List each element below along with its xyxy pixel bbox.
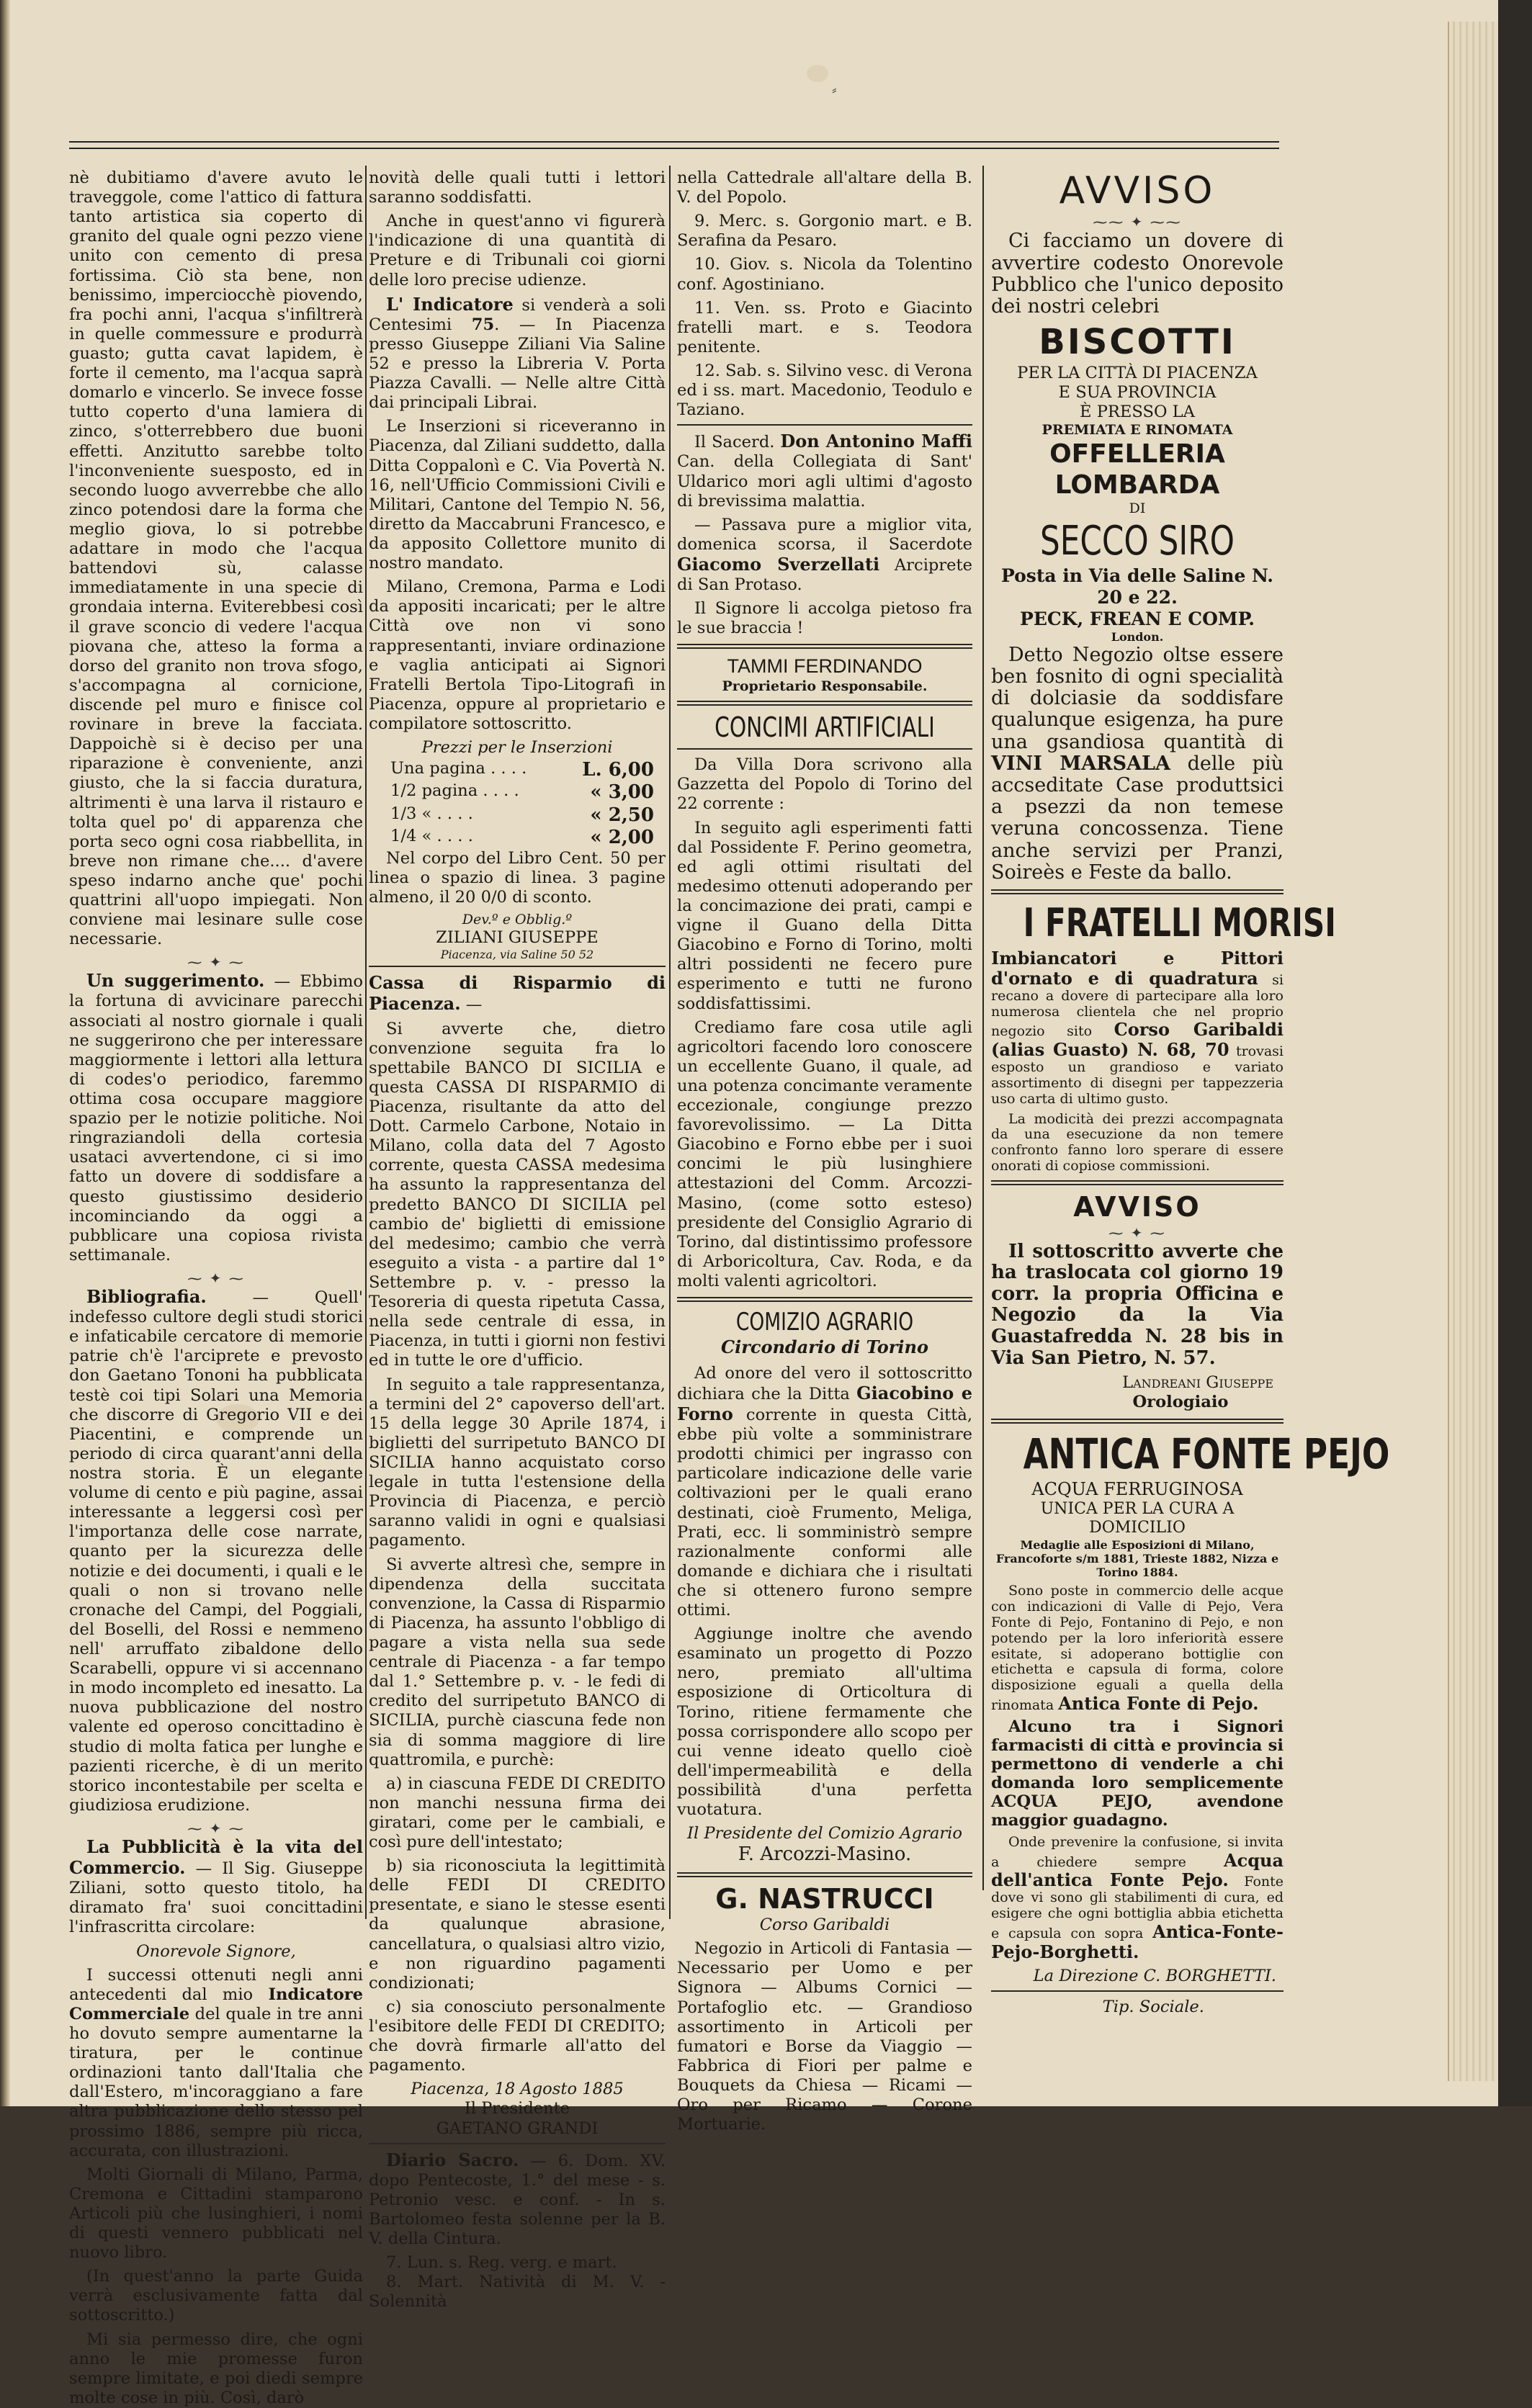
title-text: I FRATELLI MORISI xyxy=(1023,900,1336,946)
header-rule xyxy=(69,141,1279,149)
bold-span: 75 xyxy=(471,315,495,334)
comizio-signature: Il Presidente del Comizio Agrario xyxy=(687,1824,962,1843)
article-text: nè dubitiamo d'avere avuto le traveggole, come l'attico di fattura tanto artistica sia coperto di granito del quale ogni pezzo viene unito con cemento di presa fortissima. Ciò sta bene, non benissimo, imperciocchè piovendo, fra pochi anni, l'acqua s'infiltrerà in quelle commessure e produrrà guasto; gutta cavat lapidem, è forte il cemento, ma l'acqua saprà domarlo e vincerlo. Se invece fosse tutto coperto d'una lamiera di zinco, s'otterrebbero due buoni effetti. Anzitutto sarebbe tolto l'inconveniente suesposto, ed in secondo luogo avverrebbe che allo zinco potendosi dare la forma che meglio giova, lo si potrebbe adattare in modo che l'acqua battendovi sù, calasse immediatamente in una specie di grondaia interna. Eviterebbesi così il grave sconcio di vedere l'acqua piovana che, atteso la forma a dorso del granito non trova sfogo, s'accompagna al cornicione, discende pel muro e finisce col rovinare in breve la facciata. Dappoichè si è deciso per una riparazione è conveniente, anzi giusto, che la si faccia duratura, altrimenti è una larva il ristauro e tolta quel po' di apparenza che porta seco ogni cosa riabbellita, in breve non rimane che.... d'avere speso indarno anche que' pochi quattrini all'uopo impiegati. Non conviene mai lesinare sulle cose necessarie. xyxy=(69,169,363,949)
divider xyxy=(677,748,972,750)
ad-text: Alcuno tra i Signori farmacisti di città e provincia si permettono di venderle a chi domanda loro semplicemente ACQUA PEJO, avendone maggior guadagno. xyxy=(991,1717,1284,1830)
comizio-title xyxy=(677,1308,972,1337)
ad-line: ACQUA FERRUGINOSA xyxy=(1031,1479,1243,1500)
article-text: Nel corpo del Libro Cent. 50 per linea o spazio di linea. 3 pagine almeno, il 20 0/0 di sconto. xyxy=(369,848,666,907)
article-bibliografia xyxy=(69,1287,363,1815)
text-span: Arciprete di San Protaso. xyxy=(677,555,973,595)
article-suggerimento xyxy=(69,971,363,1265)
obituary xyxy=(677,431,972,511)
cassa-president: Il Presidente xyxy=(464,2099,570,2119)
printer-credit: Tip. Sociale. xyxy=(1102,1997,1204,2016)
article-heading: Bibliografia. xyxy=(86,1286,207,1308)
divider xyxy=(677,701,972,706)
ad-line: DI xyxy=(1129,500,1146,517)
text-span: — Passava pure a miglior vita, domenica scorsa, il Sacerdote xyxy=(677,515,972,554)
divider xyxy=(677,424,972,426)
article-text: nella Cattedrale all'altare della B. V. del Popolo. xyxy=(677,169,972,207)
price-value: « 2,50 xyxy=(590,804,654,826)
offelleria-title: OFFELLERIA LOMBARDA xyxy=(1049,439,1225,500)
cassa-heading: Cassa di Risparmio di Piacenza. — xyxy=(369,972,666,1015)
ornament-divider: ⁓ ✦ ⁓ xyxy=(187,1819,245,1837)
book-cover xyxy=(1498,0,1532,2106)
ad-text xyxy=(991,948,1284,1108)
article-text: Aggiunge inoltre che avendo esaminato un progetto di Pozzo nero, premiato all'ultima esposizione di Orticoltura di Torino, ritiene fermamente che possa corrispondere allo scopo per cui venne ideato quello cioè dell'impermeabilità e della possibilità d'una perfetta vuotatura. xyxy=(677,1625,972,1820)
article-text: (In quest'anno la parte Guida verrà esclusivamente fatta dal sottoscritto.) xyxy=(69,2267,363,2325)
text-span: Sono poste in commercio delle acque con indicazioni di Valle di Pejo, Vera Fonte di Pejo, Fontanino di Pejo, e non potendo per la loro inferiorità essere esitate, si adoperano bottiglie con etichetta e capsula di forma, colore disposizione eguali a quella della rinomata xyxy=(991,1583,1284,1714)
text-span: Ad onore del vero il sottoscritto dichiara che la Ditta xyxy=(677,1363,972,1403)
article-text: b) sia riconosciuta la legittimità delle FEDI DI CREDITO presentate, e siano le stesse esenti da qualunque abrasione, cancellatura, o qualsiasi altro vizio, e non riguardino pagamenti condizionati; xyxy=(369,1856,666,1993)
top-mark: ⸗ xyxy=(832,81,837,98)
bold-span: Antica Fonte di Pejo. xyxy=(1058,1693,1259,1715)
article-text: Si avverte altresì che, sempre in dipendenza della succitata convenzione, la Cassa di Risparmio di Piacenza, ha assunto l'obbligo di pagare a vista nella sua sede centrale di Piacenza - a far tempo dal 1.° Settembre p. v. - le fedi di credito del surripetuto BANCO di SICILIA, purchè ciascuna fede non sia di somma maggiore di lire quattromila, e purchè: xyxy=(369,1555,666,1769)
prices-title: Prezzi per le Inserzioni xyxy=(421,738,613,758)
fonte-pejo-title xyxy=(991,1429,1390,1480)
divider xyxy=(991,1419,1284,1424)
ornament-divider: ⁓ ✦ ⁓ xyxy=(1108,1223,1166,1241)
article-text xyxy=(369,295,666,413)
bold-span: Don Antonino Maffi xyxy=(780,431,972,452)
nastrucci-title: G. NASTRUCCI xyxy=(715,1882,934,1915)
article-text: Il Signore li accolga pietoso fra le sue braccia ! xyxy=(677,599,972,638)
ad-text xyxy=(991,1835,1284,1962)
ad-medals: Medaglie alle Esposizioni di Milano, Francoforte s/m 1881, Trieste 1882, Nizza e Torino 1884. xyxy=(995,1537,1279,1580)
ornament-divider: ⁓ ✦ ⁓ xyxy=(187,1270,245,1288)
article-text: Molti Giornali di Milano, Parma, Cremona e Cittadini stamparono Articoli più che lusinghieri, i nomi di questi vennero pubblicati nel nuovo libro. xyxy=(69,2165,363,2263)
divider xyxy=(369,966,666,967)
price-value: « 2,00 xyxy=(590,826,654,848)
divider xyxy=(677,1297,972,1302)
article-text: 12. Sab. s. Silvino vesc. di Verona ed i ss. mart. Macedonio, Teodulo e Taziano. xyxy=(677,361,972,420)
ad-line: UNICA PER LA CURA A DOMICILIO xyxy=(1040,1499,1235,1537)
text-span: . — In Piacenza presso Giuseppe Ziliani Via Saline 52 e presso la Libreria V. Porta Piazza Cavalli. — Nelle altre Città dai principali Librai. xyxy=(369,315,666,413)
comizio-subtitle: Circondario di Torino xyxy=(721,1336,928,1357)
divider xyxy=(991,1990,1284,1992)
price-value: L. 6,00 xyxy=(582,759,654,781)
price-row xyxy=(369,759,666,781)
article-text: novità delle quali tutti i lettori saranno soddisfatti. xyxy=(369,169,666,207)
article-text: Mi sia permesso dire, che ogni anno le mie promesse furon sempre limitate, e poi diedi sempre molte cose in più. Così, darò xyxy=(69,2330,363,2407)
signature-line: Dev.º e Obblig.º xyxy=(462,912,573,928)
ad-signature: La Direzione C. BORGHETTI. xyxy=(1033,1966,1276,1985)
article-text: — Quell' indefesso cultore degli studi storici e infaticabile cercatore di memorie patrie ch'è l'arciprete e prevosto don Gaetano Tononi ha pubblicata testè coi tipi Solari una Memoria che discorre di Gregorio VII e dei Piacentini, e comprende un periodo di circa quarant'anni della nostra storia. È un elegante volume di cento e più pagine, assai interessante a leggersi così per l'importanza delle cose narrate, quanto per la sicurezza delle notizie e dei documenti, i quali e le quali o non si trovano nelle cronache del Campi, del Poggiali, del Boselli, del Rossi e nemmeno nell' arruffato zibaldone dello Scarabelli, oppure vi si accennano in modo incompleto ed inesatto. La nuova pubblicazione del nostro valente ed operoso concittadino è studio di molta fatica per lunghe e pazienti ricerche, è di un merito storico incontestabile per scelta e giudiziosa erudizione. xyxy=(69,1288,363,1815)
bold-span: L' Indicatore xyxy=(386,293,514,315)
article-text: c) sia conosciuto personalmente l'esibitore delle FEDI DI CREDITO; che dovrà firmarle all'atto del pagamento. xyxy=(369,1997,666,2075)
article-heading: La Pubblicità è la vita del Commercio. xyxy=(69,1836,363,1879)
article-text: Da Villa Dora scrivono alla Gazzetta del Popolo di Torino del 22 corrente : xyxy=(677,755,972,814)
article-text: Milano, Cremona, Parma e Lodi da appositi incaricati; per le altre Città ove non vi sono rappresentanti, inviare ordinazione e vaglia anticipati ai Signori Fratelli Bertola Tipo-Litografi in Piacenza, oppure al proprietario e compilatore sottoscritto. xyxy=(369,578,666,733)
ad-text xyxy=(991,1583,1284,1714)
column-rule xyxy=(669,166,671,1919)
ad-line: È PRESSO LA xyxy=(1080,403,1195,422)
title-text: CONCIMI ARTIFICIALI xyxy=(715,711,935,743)
article-text: 9. Merc. s. Gorgonio mart. e B. Serafina da Pesaro. xyxy=(677,212,972,251)
bold-span: Acqua dell'antica Fonte Pejo. xyxy=(991,1849,1284,1891)
cassa-date: Piacenza, 18 Agosto 1885 xyxy=(411,2080,624,2099)
ornament-divider: ⁓ ✦ ⁓ xyxy=(187,953,245,971)
text-span: si venderà a soli Centesimi xyxy=(369,295,666,334)
price-label: 1/4 « . . . . xyxy=(390,826,473,845)
divider xyxy=(991,889,1284,894)
column-rule xyxy=(365,166,367,1919)
text-span: — 6. Dom. XV. dopo Pentecoste, 1.° del mese - s. Petronio vesc. e conf. - In s. Bartolomeo festa solenne per la B. V. della Cintura. xyxy=(369,2151,666,2249)
article-text: 11. Ven. ss. Proto e Giacinto fratelli mart. e s. Teodora penitente. xyxy=(677,298,972,356)
bold-span: Giacobino e Forno xyxy=(677,1382,972,1424)
text-span: Onde prevenire la confusione, si invita a chiedere sempre xyxy=(991,1833,1284,1870)
ad-address: Posta in Via delle Saline N. 20 e 22. xyxy=(1000,565,1274,608)
article-text: — Il Sig. Giuseppe Ziliani, sotto questo titolo, ha diramato fra' suoi concittadini l'infrascritta circolare: xyxy=(69,1859,363,1937)
binding-left xyxy=(0,0,10,2106)
price-value: « 3,00 xyxy=(590,781,654,804)
comizio-signer: F. Arcozzi-Masino. xyxy=(738,1843,912,1866)
text-span: trovasi esposto un grandioso e variato assortimento di disegni per tappezzeria uso carta di ultimo gusto. xyxy=(991,1043,1284,1107)
publisher-name: TAMMI FERDINANDO xyxy=(727,655,923,678)
publisher-role: Proprietario Responsabile. xyxy=(722,678,928,694)
article-text: Si avverte che, dietro convenzione seguita fra lo spettabile BANCO DI SICILIA e questa CASSA DI RISPARMIO di Piacenza, risultante da atto del Dott. Carmelo Carbone, Notaio in Milano, colla data del 7 Agosto corrente, questa CASSA medesima ha assunto la rappresentanza del predetto BANCO DI SICILIA pel cambio de' biglietti di emissione del medesimo; cambio che verrà eseguito a vista - a partire dal 1° Settembre p. v. - presso la Tesoreria di questa ripetuta Cassa, nella sede centrale di essa, in Piacenza, in tutti i giorni non festivi ed in tutte le ore d'ufficio. xyxy=(369,1019,666,1370)
avviso2-signer: Landreani Giuseppe xyxy=(1122,1373,1273,1393)
stain xyxy=(807,65,828,82)
price-label: Una pagina . . . . xyxy=(390,759,527,778)
bold-span: Giacomo Sverzellati xyxy=(677,553,880,575)
morisi-title xyxy=(991,900,1336,947)
avviso2-text: Il sottoscritto avverte che ha traslocata col giorno 19 corr. la propria Officina e Negozio da la Via Guastafredda N. 28 bis in Via San Pietro, N. 57. xyxy=(991,1240,1284,1369)
article-text xyxy=(69,1966,363,2161)
avviso2-profession: Orologiaio xyxy=(1132,1393,1229,1412)
text-span: del quale in tre anni ho dovuto sempre aumentarne la tiratura, per le continue ordinazioni tanto dall'Italia che dall'Estero, m'incoraggiano a fare altra pubblicazione dello stesso pel prossimo 1886, sempre più ricca, accurata, con illustrazioni. xyxy=(69,2004,363,2160)
article-text: 7. Lun. s. Reg. verg. e mart. xyxy=(386,2253,617,2273)
price-row xyxy=(369,781,666,804)
bold-span: Corso Garibaldi (alias Guasto) N. 68, 70 xyxy=(991,1019,1284,1061)
text-span: Il Sacerd. xyxy=(694,433,781,452)
concimi-title xyxy=(677,711,972,745)
avviso2-title: AVVISO xyxy=(1073,1190,1201,1223)
bold-span: Imbiancatori e Pittori d'ornato e di quadratura xyxy=(991,947,1284,989)
signature-name: ZILIANI GIUSEPPE xyxy=(436,928,599,948)
article-text: a) in ciascuna FEDE DI CREDITO non manchi nessuna firma dei giratari, come per le cambiali, e così pure dell'intestato; xyxy=(369,1774,666,1852)
avviso-title: AVVISO xyxy=(1059,169,1216,212)
divider xyxy=(677,1872,972,1877)
article-text: Anche in quest'anno vi figurerà l'indicazione di una quantità di Preture e di Tribunali coi giorni delle loro precise udienze. xyxy=(369,212,666,289)
text-span: Fonte dove vi sono gli stabilimenti di cura, ed esigere che ogni bottiglia abbia etichetta e capsula con sopra xyxy=(991,1874,1284,1942)
ad-line: PREMIATA E RINOMATA xyxy=(1042,422,1233,439)
column-2 xyxy=(369,169,666,2312)
column-4 xyxy=(991,169,1390,2016)
price-label: 1/2 pagina . . . . xyxy=(390,781,519,801)
text-span: corrente in questa Città, ebbe più volte a somministrare prodotti chimici per ingrasso con particolare indicazione delle varie coltivazioni per le quali erano destinati, cioè Frumento, Meliga, Prati, ecc. li somministrò sempre razionalmente conformi alle domande e dichiara che i risultati che si ottenero furono sempre ottimi. xyxy=(677,1405,972,1620)
page-edges xyxy=(1448,22,1500,2081)
ad-brand: PECK, FREAN E COMP. xyxy=(1020,608,1255,630)
article-text: 10. Giov. s. Nicola da Tolentino conf. Agostiniano. xyxy=(677,255,972,294)
column-rule xyxy=(982,166,984,1890)
title-text: SECCO SIRO xyxy=(1040,518,1235,565)
text-span: Detto Negozio oltse essere ben fosnito di ogni specialità di dolciasie da soddisfare qualunque esigenza, ha pure una gsandiosa quantità di xyxy=(991,643,1284,753)
secco-siro-title xyxy=(991,517,1284,565)
article-diario xyxy=(369,2150,666,2250)
salutation: Onorevole Signore, xyxy=(136,1941,296,1961)
column-1 xyxy=(69,169,363,2407)
bold-span: Antica-Fonte-Pejo-Borghetti. xyxy=(991,1921,1284,1962)
text-span: delle più accseditate Case produttsici a psezzi da non temese veruna concossenza. Tiene anche servizi per Pranzi, Soireès e Feste da ballo. xyxy=(991,752,1284,884)
article-text: Crediamo fare cosa utile agli agricoltori facendo loro conoscere un eccellente Guano, il quale, ad una potenza concimante veramente eccezionale, congiunge prezzo favorevolissimo. — La Ditta Giacobino e Forno ebbe per i suoi concimi le più lusinghiere attestazioni del Comm. Arcozzi-Masino, (come sotto esteso) presidente del Consiglio Agrario di Torino, dal distintissimo professore di Arboricoltura, Cav. Roda, e da molti valenti agricoltori. xyxy=(677,1017,972,1291)
article-heading: Cassa di Risparmio di Piacenza. xyxy=(369,972,666,1015)
nastrucci-subtitle: Corso Garibaldi xyxy=(759,1915,890,1935)
article-text: — Ebbimo la fortuna di avvicinare parecchi associati al nostro giornale i quali ne suggerirono che per interessare maggiormente i lettori alla lettura di codes'o periodico, faremmo ottima cosa occupare maggiore spazio per le notizie politiche. Noi ringraziandoli della cortesia usataci avvertendone, ci si imo fatto un dovere di soddisfare a questo giustissimo desiderio incominciando da oggi a pubblicare una copiosa rivista settimanale. xyxy=(69,972,363,1264)
title-text: ANTICA FONTE PEJO xyxy=(1023,1429,1390,1478)
ad-line: PER LA CITTÀ DI PIACENZA xyxy=(1017,363,1258,382)
cassa-name: GAETANO GRANDI xyxy=(436,2119,599,2138)
bold-span: VINI MARSALA xyxy=(991,752,1170,775)
ad-line: E SUA PROVINCIA xyxy=(1058,383,1217,403)
ad-text: La modicità dei prezzi accompagnata da una esecuzione da non temere confronto fanno loro sperare di essere onorati di copiose commissioni. xyxy=(991,1110,1284,1174)
divider xyxy=(677,644,972,649)
price-label: 1/3 « . . . . xyxy=(390,804,473,823)
divider xyxy=(369,2143,666,2144)
article-text: Negozio in Articoli di Fantasia — Necessario per Uomo e per Signora — Albums Cornici — Portafoglio etc. — Grandioso assortimento in Articoli per fumatori e Borse da Viaggio — Fabbrica di Fiori per palme e Bouquets da Chiesa — Ricami — Oro per Ricamo — Corone Mortuarie. xyxy=(677,1939,972,2134)
biscotti-title: BISCOTTI xyxy=(1039,322,1236,363)
column-3 xyxy=(677,169,973,2134)
article-heading: Un suggerimento. xyxy=(86,970,265,992)
text-span: si recano a dovere di partecipare alla loro numerosa clientela che nel proprio negozio sito xyxy=(991,971,1284,1040)
article-text: 8. Mart. Natività di M. V. - Solennità xyxy=(369,2273,666,2312)
price-row xyxy=(369,827,666,849)
signature-address: Piacenza, via Saline 50 52 xyxy=(440,948,594,962)
bold-span: Indicatore Commerciale xyxy=(69,1985,363,2023)
text-span: I successi ottenuti negli anni antecedenti dal mio xyxy=(69,1965,363,2004)
article-heading: Diario Sacro. xyxy=(386,2149,519,2170)
ad-line: London. xyxy=(1111,630,1164,644)
avviso-text: Ci facciamo un dovere di avvertire codesto Onorevole Pubblico che l'unico deposito dei nostri celebri xyxy=(991,230,1284,318)
text-span: Can. della Collegiata di Sant' Uldarico mori agli ultimi d'agosto di brevissima malattia. xyxy=(677,452,972,511)
article-pubblicita xyxy=(69,1837,363,1938)
ornament-divider: ⁓⁓ ✦ ⁓⁓ xyxy=(1093,213,1182,231)
article-text: In seguito a tale rappresentanza, a termini del 2° capoverso dell'art. 15 della legge 30 Aprile 1874, i biglietti del surripetuto BANCO DI SICILIA hanno acquistato corso legale in tutta l'estensione della Provincia di Piacenza, e perciò saranno validi in ogni e qualsiasi pagamento. xyxy=(369,1375,666,1550)
divider xyxy=(991,1180,1284,1185)
article-text xyxy=(677,1364,972,1620)
obituary xyxy=(677,516,972,595)
ad-text xyxy=(991,644,1284,884)
article-text: Le Inserzioni si riceveranno in Piacenza, dal Ziliani suddetto, dalla Ditta Coppalonì e C. Via Povertà N. 16, nell'Ufficio Commissioni Civili e Militari, Cantone del Tempio N. 56, diretto da Maccabruni Francesco, e da apposito Collettore munito di nostro mandato. xyxy=(369,417,666,573)
title-text: COMIZIO AGRARIO xyxy=(735,1308,914,1337)
price-row xyxy=(369,804,666,827)
article-text: In seguito agli esperimenti fatti dal Possidente F. Perino geometra, ed agli ottimi risultati del medesimo ottenuti adoperando per la concimazione dei prati, campi e vigne il Guano della Ditta Giacobino e Forno di Torino, molti altri possidenti ne fecero pure esperimento e tutti ne furono soddisfattissimi. xyxy=(677,818,972,1013)
